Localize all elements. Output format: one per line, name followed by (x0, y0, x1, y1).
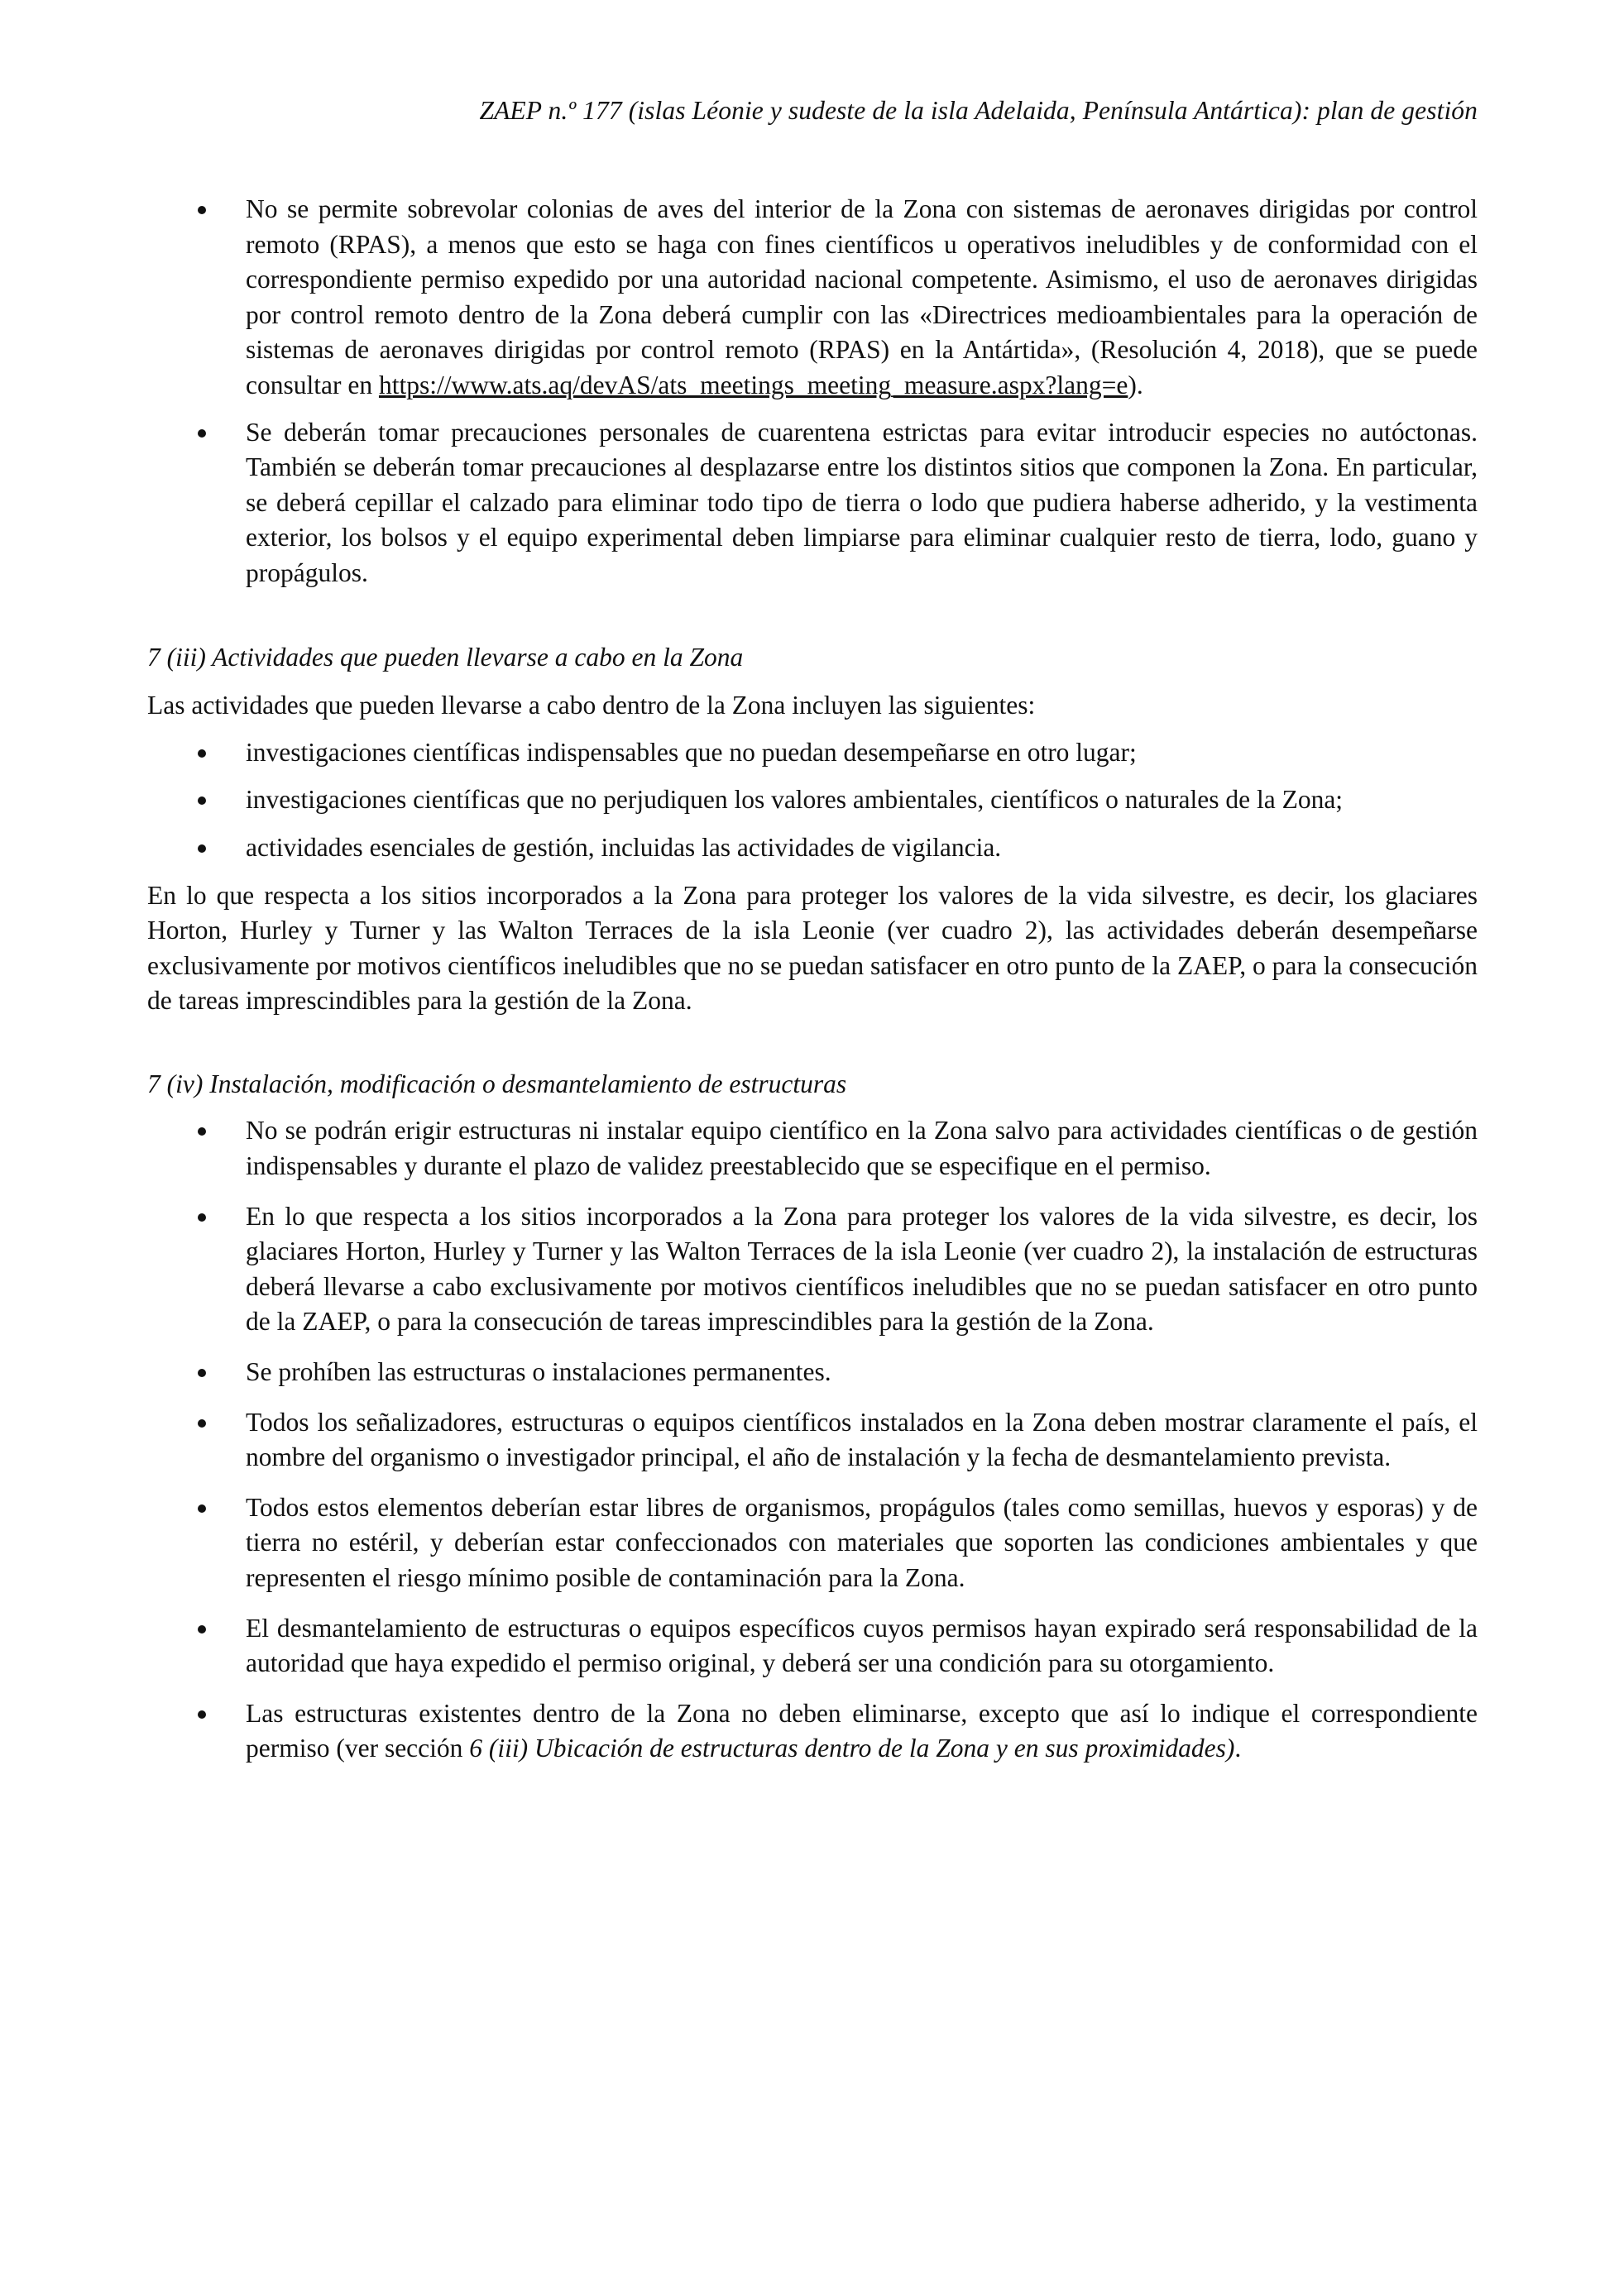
bullet-icon (198, 1127, 206, 1136)
list-item-quarantine (147, 415, 1478, 591)
list-item-text: investigaciones científicas indispensables que no puedan desempeñarse en otro lugar; (246, 737, 1137, 767)
list-item (147, 1405, 1478, 1476)
list-item-text: Todos estos elementos deberían estar libres de organismos, propágulos (tales como semillas, huevos y esporas) y de tierra no estéril, y deberían estar confeccionados con materiales que soporten las condiciones ambientales y que representen el riesgo mínimo posible de contaminación para la Zona. (246, 1492, 1478, 1592)
bullet-icon (198, 796, 206, 805)
rpas-rule-end: ). (1128, 370, 1143, 399)
list-item (147, 1199, 1478, 1340)
list-item-text: Las estructuras existentes dentro de la Zona no deben eliminarse, excepto que así lo indique el correspondiente permiso (ver sección (246, 1698, 1478, 1763)
quarantine-text: Se deberán tomar precauciones personales de cuarentena estrictas para evitar introducir especies no autóctonas. También se deberán tomar precauciones al desplazarse entre los distintos sitios que componen la Zona. En particular, se deberá cepillar el calzado para eliminar todo tipo de tierra o lodo que pudiera haberse adherido, y la vestimenta exterior, los bolsos y el equipo experimental deben limpiarse para eliminar cualquier resto de tierra, lodo, guano y propágulos. (246, 417, 1478, 587)
list-item (147, 1490, 1478, 1596)
section-iii-intro: Las actividades que pueden llevarse a cabo dentro de la Zona incluyen las siguientes: (147, 691, 1036, 720)
list-item-text: actividades esenciales de gestión, incluidas las actividades de vigilancia. (246, 832, 1002, 862)
bullet-icon (198, 1419, 206, 1428)
bullet-icon (198, 1213, 206, 1222)
page-body (147, 192, 1478, 1767)
list-item-text: En lo que respecta a los sitios incorporados a la Zona para proteger los valores de la vida silvestre, es decir, los glaciares Horton, Hurley y Turner y las Walton Terraces de la isla Leonie (ver cuadro 2), la instalación de estructuras deberá llevarse a cabo exclusivamente por motivos científicos ineludibles que no se puedan satisfacer en otro punto de la ZAEP, o para la consecución de tareas imprescindibles para la gestión de la Zona. (246, 1201, 1478, 1337)
structures-list (147, 1113, 1478, 1767)
section-reference: 6 (iii) Ubicación de estructuras dentro de la Zona y en sus proximidades) (469, 1734, 1235, 1763)
list-item (147, 735, 1478, 771)
list-item-text: investigaciones científicas que no perjudiquen los valores ambientales, científicos o naturales de la Zona; (246, 785, 1344, 815)
bullet-icon (198, 1369, 206, 1377)
list-item (147, 1113, 1478, 1184)
rpas-bullet-list (147, 192, 1478, 591)
list-item (147, 1355, 1478, 1390)
section-iii-closing: En lo que respecta a los sitios incorporados a la Zona para proteger los valores de la vida silvestre, es decir, los glaciares Horton, Hurley y Turner y las Walton Terraces de la isla Leonie (ver cuadro 2), las actividades deberán desempeñarse exclusivamente por motivos científicos ineludibles que no se puedan satisfacer en otro punto de la ZAEP, o para la consecución de tareas imprescindibles para la gestión de la Zona. (147, 880, 1478, 1016)
list-item (147, 782, 1478, 818)
rpas-rule-text: No se permite sobrevolar colonias de aves del interior de la Zona con sistemas de aeronaves dirigidas por control remoto (RPAS), a menos que esto se haga con fines científicos u operativos ineludibles y de conformidad con el correspondiente permiso expedido por una autoridad nacional competente. Asimismo, el uso de aeronaves dirigidas por control remoto dentro de la Zona deberá cumplir con las «Directrices medioambientales para la operación de sistemas de aeronaves dirigidas por control remoto (RPAS) en la Antártida», (Resolución 4, 2018), que se puede consultar en (246, 194, 1478, 399)
bullet-icon (198, 749, 206, 758)
list-item (147, 1611, 1478, 1681)
bullet-icon (198, 1710, 206, 1719)
list-item (147, 1696, 1478, 1767)
running-header: ZAEP n.º 177 (islas Léonie y sudeste de la isla Adelaida, Península Antártica): plan de gestión (479, 96, 1478, 125)
list-item-text: Se prohíben las estructuras o instalaciones permanentes. (246, 1357, 831, 1387)
activities-list (147, 735, 1478, 866)
list-item-end: . (1234, 1734, 1242, 1763)
bullet-icon (198, 429, 206, 438)
list-item-rpas (147, 192, 1478, 404)
ats-measures-link[interactable]: https://www.ats.aq/devAS/ats_meetings_meeting_measure.aspx?lang=e (378, 370, 1128, 399)
bullet-icon (198, 844, 206, 853)
list-item-text: El desmantelamiento de estructuras o equipos específicos cuyos permisos hayan expirado será responsabilidad de la autoridad que haya expedido el permiso original, y deberá ser una condición para su otorgamiento. (246, 1613, 1478, 1678)
list-item-text: Todos los señalizadores, estructuras o equipos científicos instalados en la Zona deben mostrar claramente el país, el nombre del organismo o investigador principal, el año de instalación y la fecha de desmantelamiento prevista. (246, 1407, 1478, 1472)
list-item (147, 830, 1478, 866)
bullet-icon (198, 206, 206, 214)
bullet-icon (198, 1504, 206, 1513)
section-heading-iii: 7 (iii) Actividades que pueden llevarse a cabo en la Zona (147, 642, 744, 672)
bullet-icon (198, 1625, 206, 1634)
list-item-text: No se podrán erigir estructuras ni instalar equipo científico en la Zona salvo para actividades científicas o de gestión indispensables y durante el plazo de validez preestablecido que se especifique en el permiso. (246, 1116, 1478, 1181)
section-heading-iv: 7 (iv) Instalación, modificación o desmantelamiento de estructuras (147, 1069, 847, 1098)
